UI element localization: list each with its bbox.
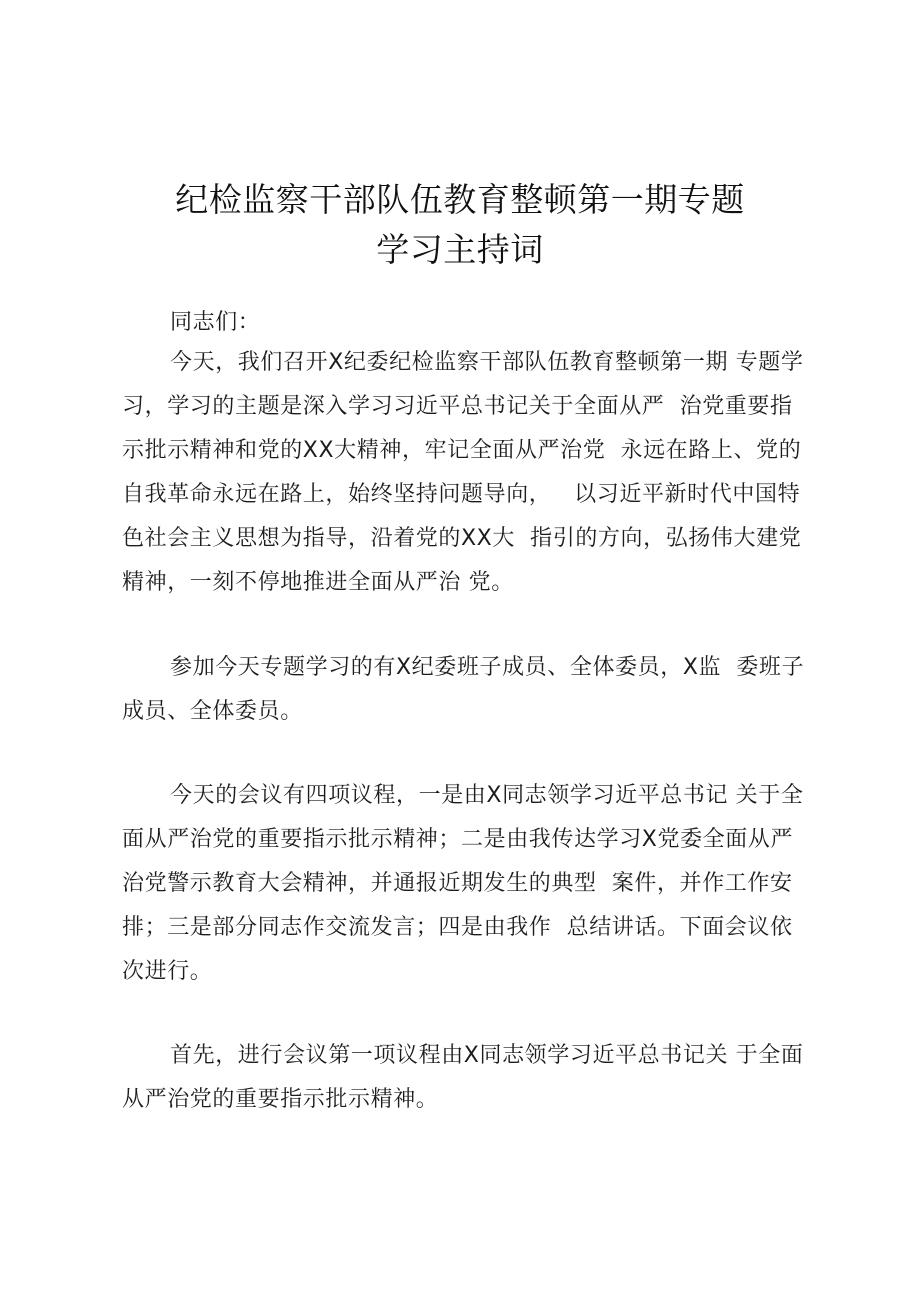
document-title-line-2: 学习主持词 bbox=[376, 230, 544, 269]
paragraph-1-line-2: 习，学习的主题是深入学习习近平总书记关于全面从严 治党重要指 bbox=[122, 394, 793, 419]
paragraph-3-line-3: 治党警示教育大会精神，并通报近期发生的典型 案件，并作工作安 bbox=[122, 871, 793, 896]
paragraph-3-line-2: 面从严治党的重要指示批示精神；二是由我传达学习X党委全面从严 bbox=[122, 827, 794, 852]
paragraph-4-line-1: 首先，进行会议第一项议程由X同志领学习近平总书记关 于全面 bbox=[170, 1043, 804, 1068]
paragraph-3-line-1: 今天的会议有四项议程，一是由X同志领学习近平总书记 关于全 bbox=[170, 783, 804, 808]
paragraph-4-line-2: 从严治党的重要指示批示精神。 bbox=[122, 1087, 439, 1112]
paragraph-1-line-4: 自我革命永远在路上，始终坚持问题导向， 以习近平新时代中国特 bbox=[122, 482, 801, 507]
salutation: 同志们： bbox=[170, 310, 261, 335]
document-title-line-1: 纪检监察干部队伍教育整顿第一期专题 bbox=[175, 180, 745, 219]
paragraph-1-line-3: 示批示精神和党的XX大精神，牢记全面从严治党 永远在路上、党的 bbox=[122, 438, 802, 463]
paragraph-1-line-1: 今天，我们召开X纪委纪检监察干部队伍教育整顿第一期 专题学 bbox=[170, 350, 804, 375]
paragraph-2-line-2: 成员、全体委员。 bbox=[122, 699, 303, 724]
paragraph-2-line-1: 参加今天专题学习的有X纪委班子成员、全体委员，X监 委班子 bbox=[170, 655, 805, 680]
paragraph-1-line-5: 色社会主义思想为指导，沿着党的XX大 指引的方向，弘扬伟大建党 bbox=[122, 526, 802, 551]
paragraph-1-line-6: 精神，一刻不停地推进全面从严治 党。 bbox=[122, 570, 514, 595]
paragraph-3-line-5: 次进行。 bbox=[122, 959, 213, 984]
paragraph-3-line-4: 排；三是部分同志作交流发言；四是由我作 总结讲话。下面会议依 bbox=[122, 915, 793, 940]
